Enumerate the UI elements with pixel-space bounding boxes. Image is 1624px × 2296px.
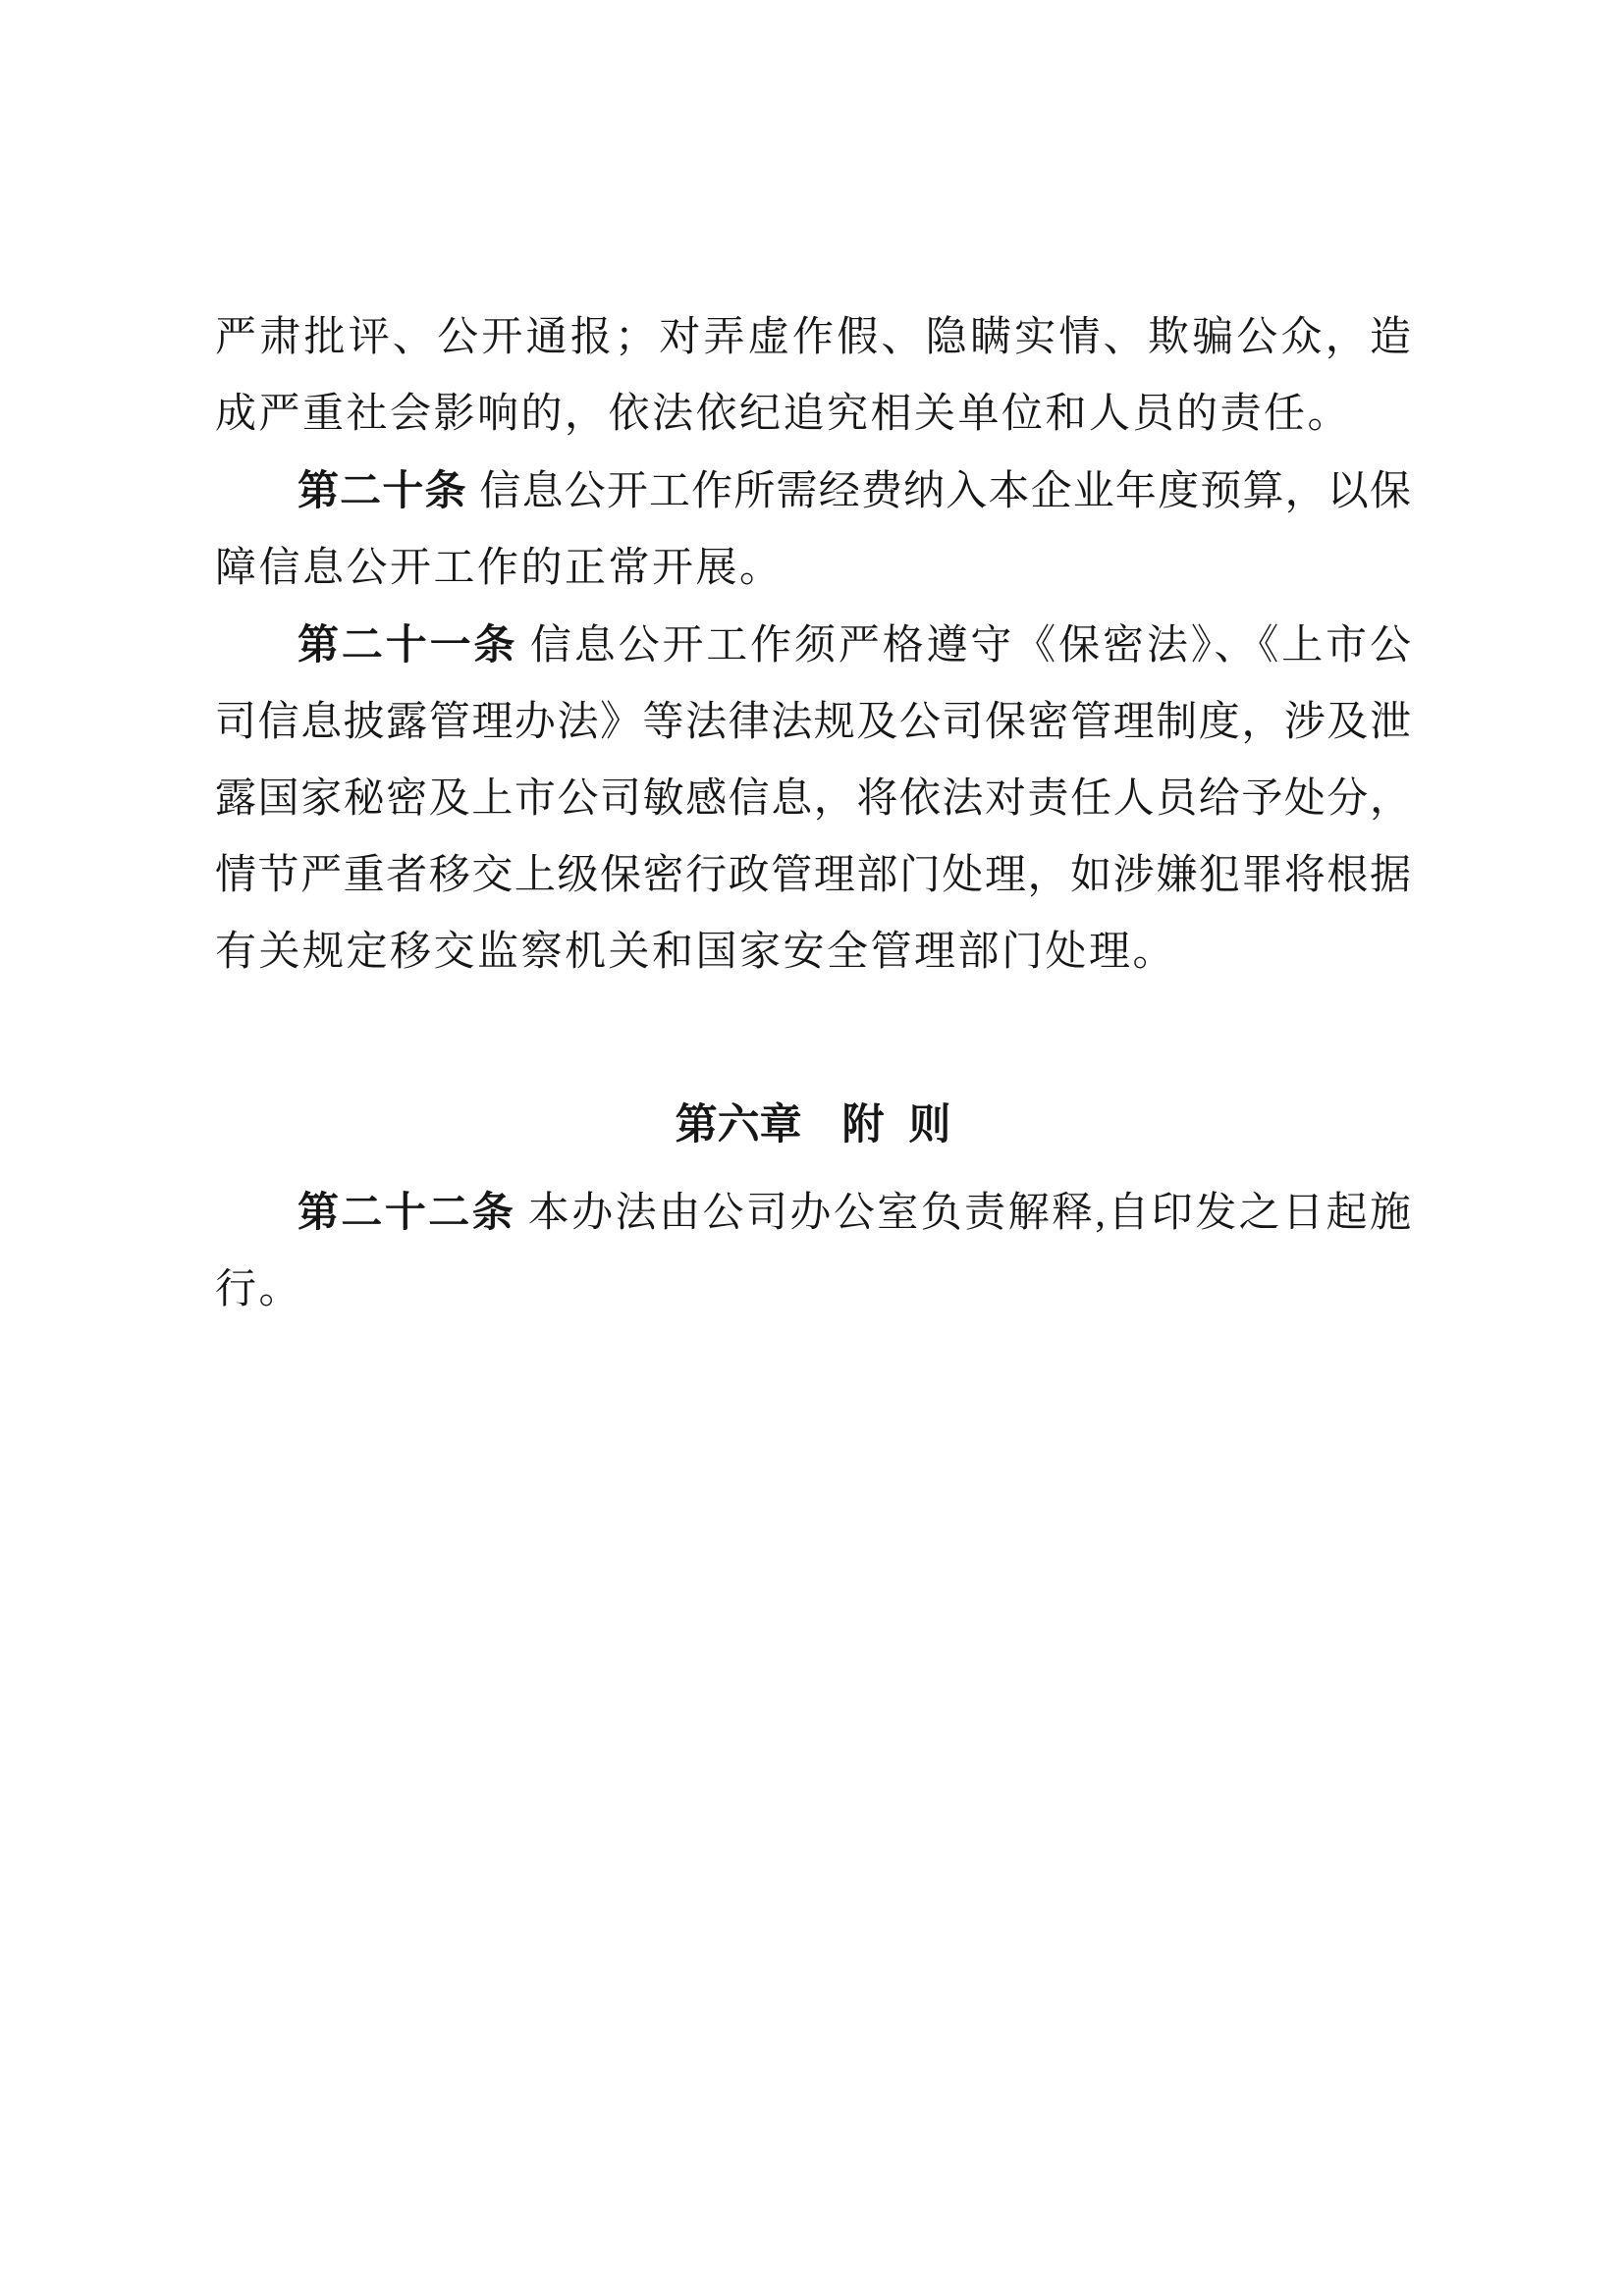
body-text-line [215,1174,1411,1252]
body-text-line: 严肃批评、公开通报；对弄虚作假、隐瞒实情、欺骗公众，造 [215,315,1411,360]
article-21-text: 信息公开工作须严格遵守《保密法》、《上市公 [529,623,1411,668]
article-20-paragraph [215,453,1411,607]
article-21-term: 第二十一条 [298,621,518,667]
chapter-number: 第六章 [675,1101,802,1148]
chapter-title: 附 则 [841,1101,951,1148]
article-22-term: 第二十二条 [298,1189,516,1235]
article-21-paragraph [215,607,1411,990]
body-text-line: 行。 [215,1267,303,1312]
body-text-line: 障信息公开工作的正常开展。 [215,546,784,591]
body-text-line: 情节严重者移交上级保密行政管理部门处理，如涉嫌犯罪将根据 [215,853,1411,898]
body-text-line: 露国家秘密及上市公司敏感信息，将依法对责任人员给予处分， [215,776,1411,822]
document-body [215,299,1411,1328]
body-text-line [215,607,1411,684]
article-20-text: 信息公开工作所需经费纳入本企业年度预算，以保 [479,469,1411,514]
body-text-line: 司信息披露管理办法》等法律法规及公司保密管理制度，涉及泄 [215,700,1411,745]
body-text-line [215,453,1411,530]
chapter-heading [215,1087,1411,1163]
body-text-line: 有关规定移交监察机关和国家安全管理部门处理。 [215,930,1177,975]
paragraph-continuation [215,299,1411,453]
body-text-line: 成严重社会影响的，依法依纪追究相关单位和人员的责任。 [215,392,1352,437]
article-22-paragraph [215,1174,1411,1328]
article-20-term: 第二十条 [298,467,467,513]
article-22-text: 本办法由公司办公室负责解释,自印发之日起施 [527,1191,1411,1236]
